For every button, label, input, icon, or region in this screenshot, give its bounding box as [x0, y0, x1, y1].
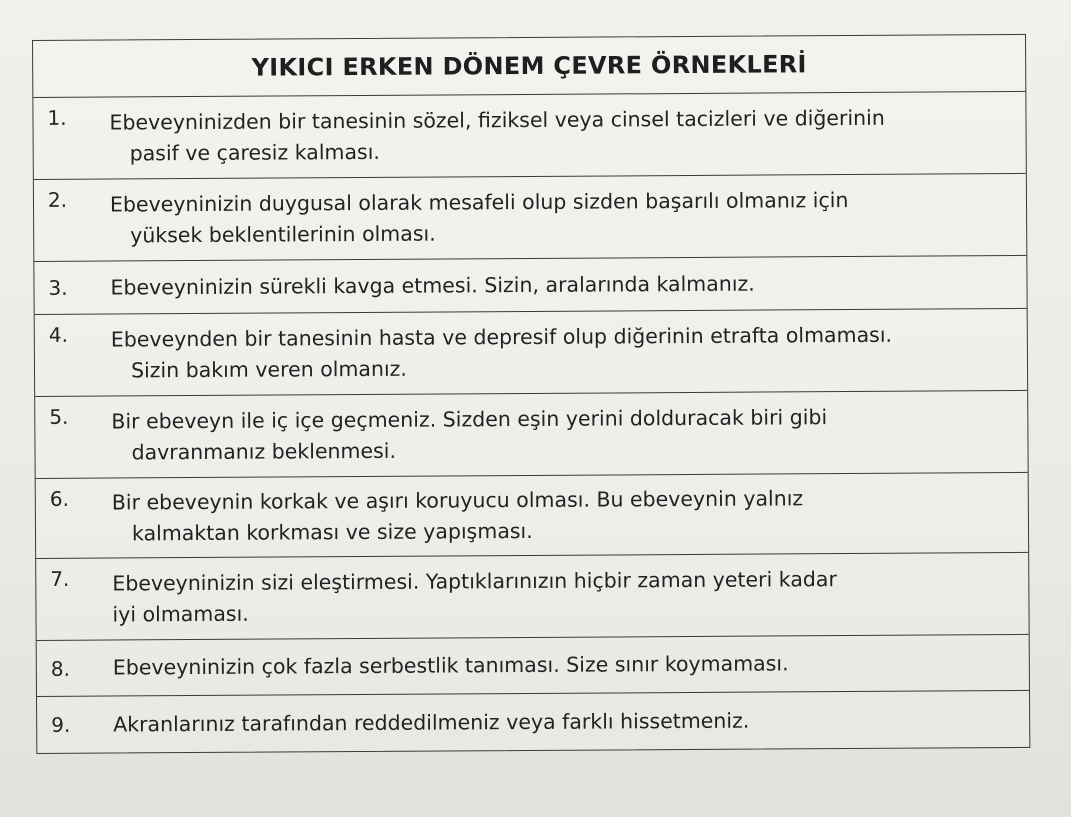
item-text-line: davranmanız beklenmesi.	[131, 438, 397, 464]
item-text-line: kalmaktan korkması ve size yapışması.	[131, 518, 533, 545]
table-row	[34, 256, 1026, 315]
table-header	[33, 35, 1025, 98]
item-text	[111, 319, 893, 386]
item-text-line: Ebeveyninizin sizi eleştirmesi. Yaptıklarınızın hiçbir zaman yeteri kadar	[112, 566, 837, 596]
item-text	[113, 648, 789, 683]
item-text-line: Bir ebeveyn ile iç içe geçmeniz. Sizden eşin yerini dolduracak biri gibi	[111, 404, 828, 434]
item-text	[112, 483, 804, 549]
table-row	[35, 309, 1027, 397]
item-text-line: Ebeveyninizin sürekli kavga etmesi. Sizin, aralarında kalmanız.	[110, 271, 755, 300]
table-row	[37, 691, 1029, 753]
table-row	[36, 553, 1028, 641]
item-text	[109, 102, 885, 169]
table-row	[33, 92, 1025, 180]
item-number: 1.	[47, 105, 67, 130]
item-text-line: Ebeveynden bir tanesinin hasta ve depresif olup diğerinin etrafta olmaması.	[110, 322, 893, 352]
item-text	[111, 402, 827, 468]
table-row	[34, 174, 1026, 262]
item-number: 3.	[48, 275, 68, 300]
table-row	[37, 635, 1029, 697]
examples-table	[32, 34, 1030, 754]
table-row	[35, 391, 1027, 479]
item-text-line: yüksek beklentilerinin olması.	[130, 221, 436, 247]
item-number: 8.	[50, 656, 71, 681]
item-text	[113, 705, 749, 740]
item-number: 5.	[49, 404, 69, 429]
item-number: 4.	[48, 322, 68, 347]
item-text	[112, 564, 837, 630]
table-row	[36, 473, 1028, 559]
item-text-line: Bir ebeveynin korkak ve aşırı koruyucu olması. Bu ebeveynin yalnız	[111, 485, 804, 515]
item-number: 2.	[47, 187, 68, 212]
item-text-line: Sizin bakım veren olmanız.	[130, 356, 407, 382]
item-number: 9.	[51, 712, 71, 737]
item-text-line: pasif ve çaresiz kalması.	[129, 139, 380, 165]
item-text-line: Ebeveyninizin duygusal olarak mesafeli olup sizden başarılı olmanız için	[109, 187, 849, 217]
item-text	[110, 268, 754, 303]
item-text-line: Ebeveyninizden bir tanesinin sözel, fiziksel veya cinsel tacizleri ve diğerinin	[109, 105, 885, 135]
item-text	[110, 185, 849, 252]
item-number: 6.	[49, 486, 69, 511]
table-title: YIKICI ERKEN DÖNEM ÇEVRE ÖRNEKLERİ	[251, 50, 807, 82]
item-text-line: Akranlarınız tarafından reddedilmeniz veya farklı hissetmeniz.	[113, 708, 750, 737]
item-text-line: Ebeveyninizin çok fazla serbestlik tanıması. Size sınır koymaması.	[112, 651, 789, 680]
item-text-line: iyi olmaması.	[112, 601, 249, 627]
item-number: 7.	[50, 566, 70, 591]
